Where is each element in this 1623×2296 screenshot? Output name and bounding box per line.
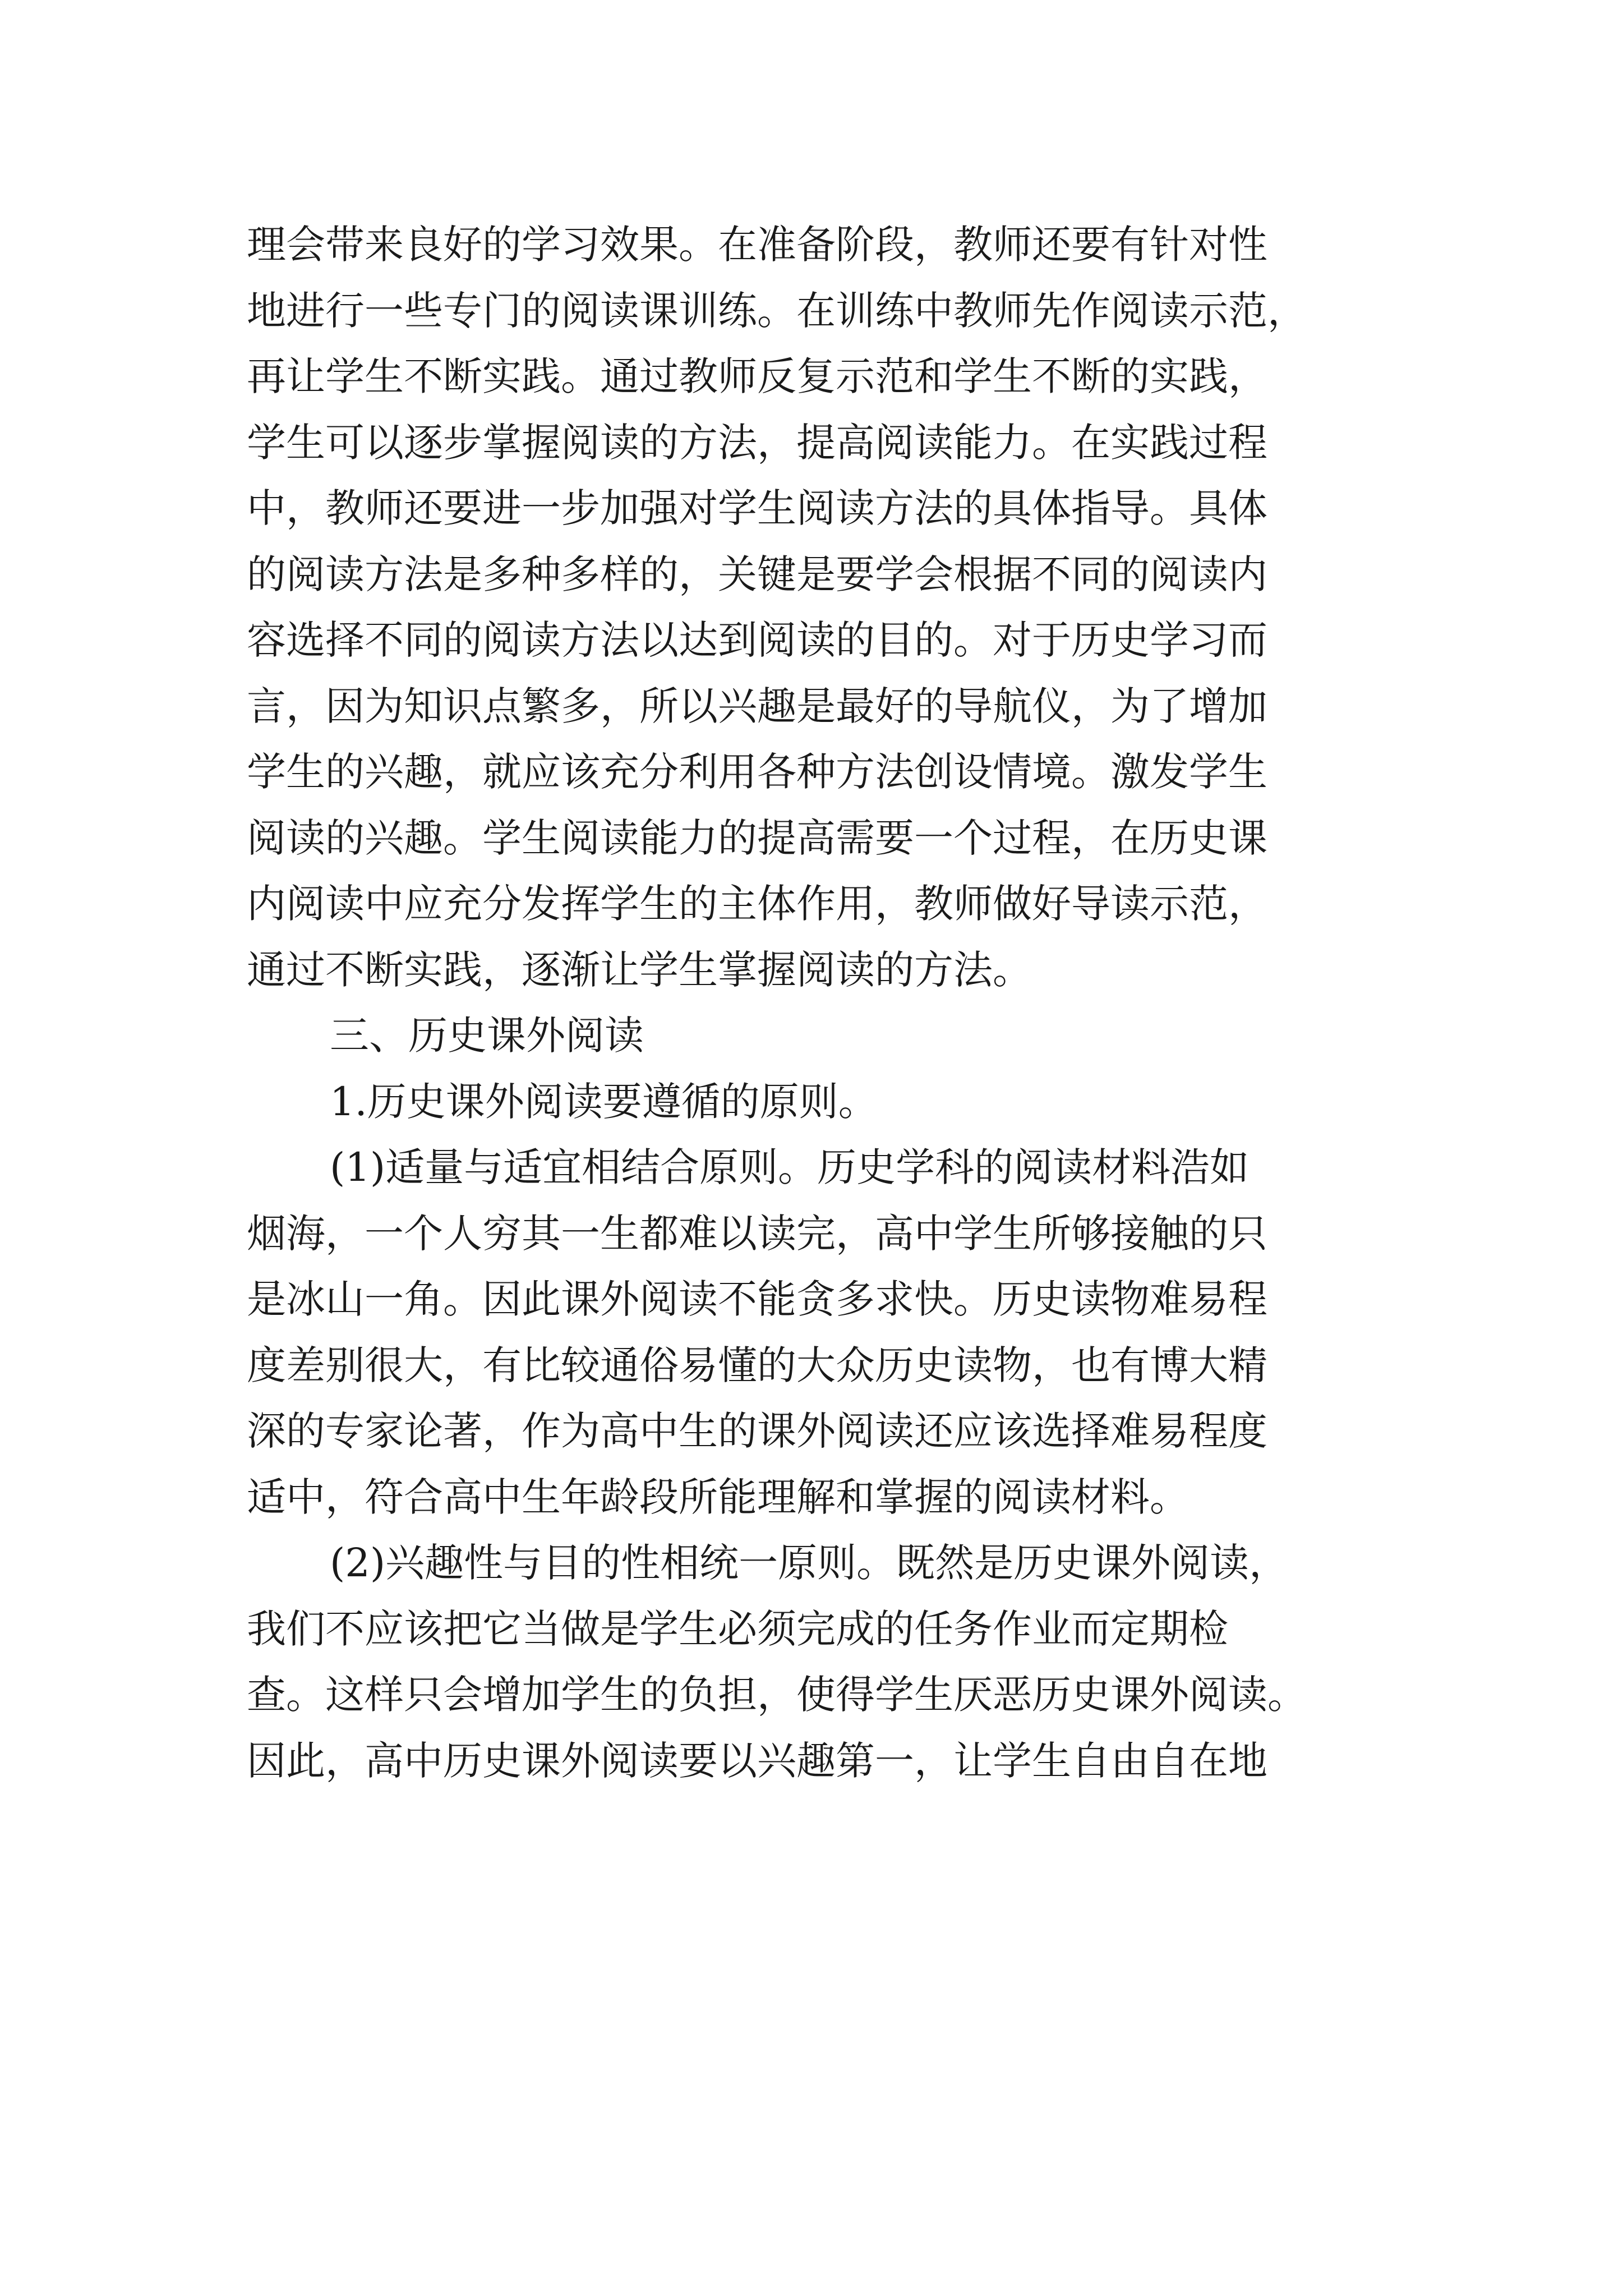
- text-line: 再让学生不断实践。通过教师反复示范和学生不断的实践，: [247, 353, 1267, 399]
- text-line: 学生可以逐步掌握阅读的方法，提高阅读能力。在实践过程: [247, 419, 1267, 466]
- text-line: 度差别很大，有比较通俗易懂的大众历史读物，也有博大精: [247, 1342, 1267, 1388]
- text-line: 的阅读方法是多种多样的，关键是要学会根据不同的阅读内: [247, 551, 1267, 597]
- text-line: 我们不应该把它当做是学生必须完成的任务作业而定期检: [247, 1605, 1228, 1652]
- text-line: 通过不断实践，逐渐让学生掌握阅读的方法。: [247, 946, 1032, 993]
- text-line: 阅读的兴趣。学生阅读能力的提高需要一个过程，在历史课: [247, 815, 1267, 861]
- text-line: 学生的兴趣，就应该充分利用各种方法创设情境。激发学生: [247, 749, 1267, 795]
- body-text: [247, 212, 1396, 1794]
- text-line: 内阅读中应充分发挥学生的主体作用，教师做好导读示范，: [247, 881, 1267, 927]
- paragraph-start-line: (1)适量与适宜相结合原则。历史学科的阅读材料浩如: [330, 1144, 1249, 1190]
- subsection-heading: 1.历史课外阅读要遵循的原则。: [330, 1078, 878, 1125]
- text-line: 中，教师还要进一步加强对学生阅读方法的具体指导。具体: [247, 485, 1267, 531]
- text-line: 烟海，一个人穷其一生都难以读完，高中学生所够接触的只: [247, 1210, 1267, 1257]
- text-line: 查。这样只会增加学生的负担，使得学生厌恶历史课外阅读。: [247, 1672, 1307, 1718]
- text-line: 因此，高中历史课外阅读要以兴趣第一，让学生自由自在地: [247, 1737, 1267, 1784]
- paragraph-start-line: (2)兴趣性与目的性相统一原则。既然是历史课外阅读，: [330, 1540, 1289, 1586]
- text-line: 是冰山一角。因此课外阅读不能贪多求快。历史读物难易程: [247, 1276, 1267, 1322]
- text-line: 言，因为知识点繁多，所以兴趣是最好的导航仪，为了增加: [247, 683, 1267, 729]
- text-line: 理会带来良好的学习效果。在准备阶段，教师还要有针对性: [247, 222, 1267, 268]
- text-line: 适中，符合高中生年龄段所能理解和掌握的阅读材料。: [247, 1474, 1189, 1520]
- text-line: 深的专家论著，作为高中生的课外阅读还应该选择难易程度: [247, 1408, 1267, 1454]
- text-line: 地进行一些专门的阅读课训练。在训练中教师先作阅读示范，: [247, 287, 1307, 334]
- section-heading: 三、历史课外阅读: [330, 1013, 644, 1059]
- text-line: 容选择不同的阅读方法以达到阅读的目的。对于历史学习而: [247, 617, 1267, 663]
